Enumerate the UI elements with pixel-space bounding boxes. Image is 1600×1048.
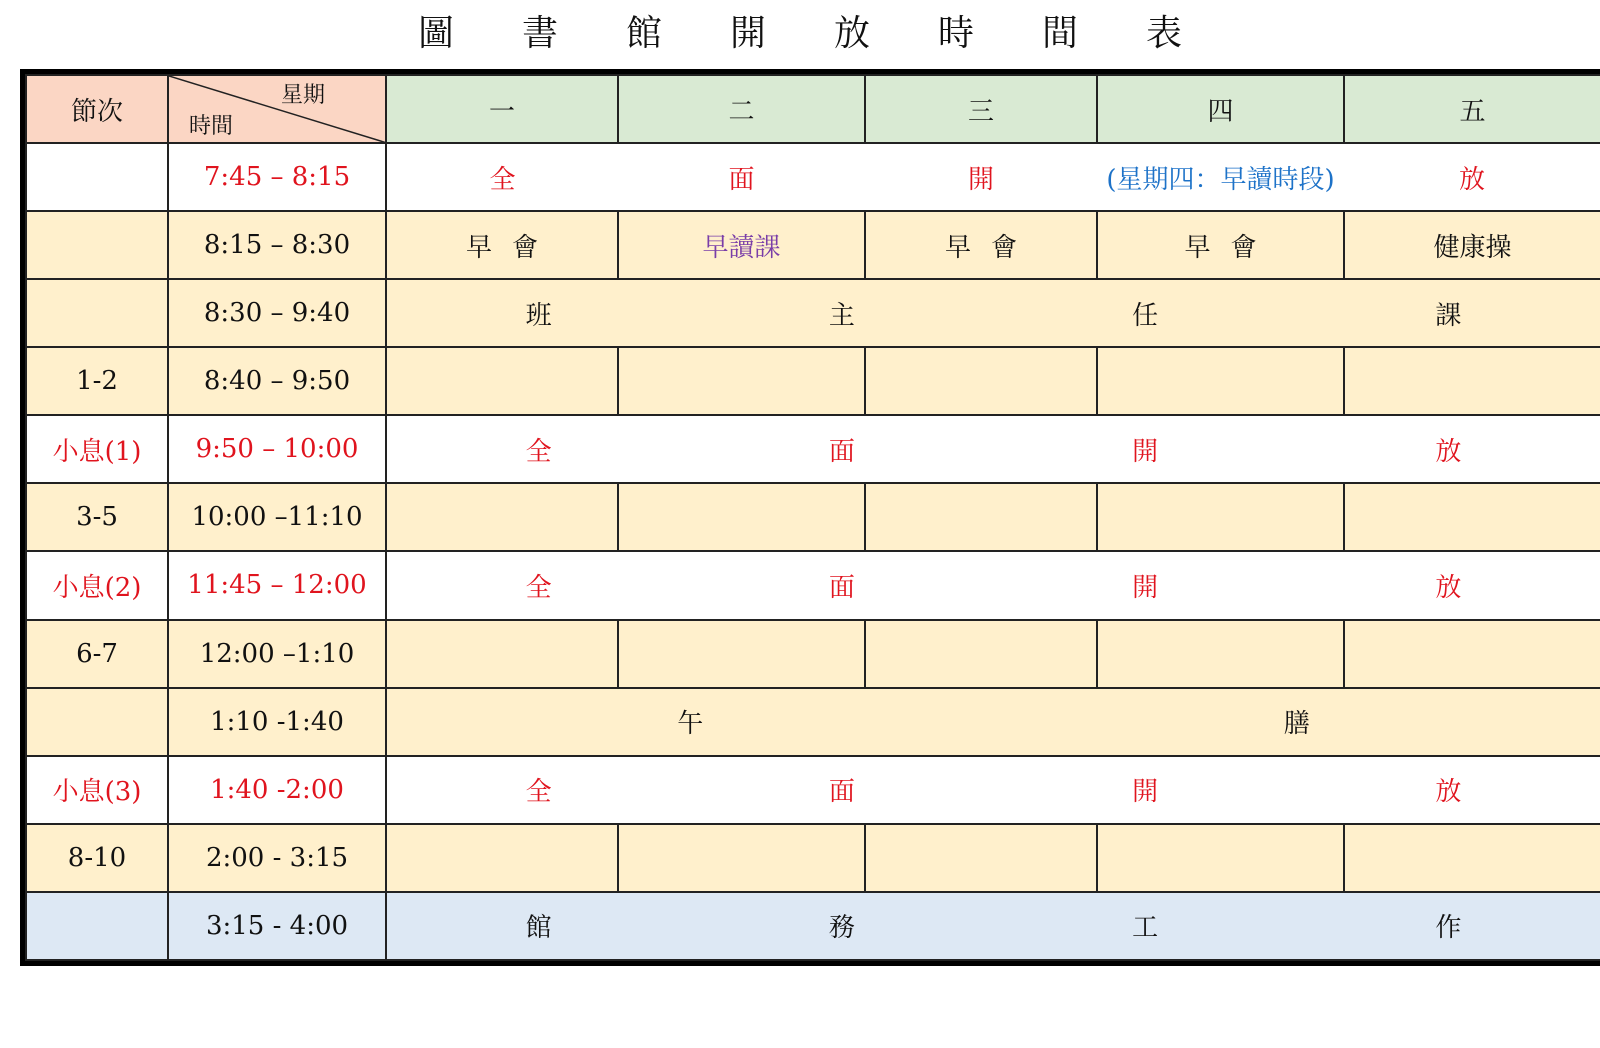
span-cell xyxy=(386,756,1600,824)
header-day-fri: 五 xyxy=(1344,75,1600,143)
cell-char: 全 xyxy=(525,436,552,467)
cell-char: 放 xyxy=(1435,436,1462,467)
header-diagonal-cell xyxy=(168,75,386,143)
header-day-tue: 二 xyxy=(618,75,865,143)
cell-char: 全 xyxy=(525,777,552,808)
period-cell: 6-7 xyxy=(26,620,168,688)
day-cell xyxy=(865,211,1097,279)
cell-char: 開 xyxy=(1132,436,1159,467)
header-period: 節次 xyxy=(26,75,168,143)
cell-char: 開 xyxy=(1132,572,1159,603)
period-cell xyxy=(26,688,168,756)
time-cell: 3:15 - 4:00 xyxy=(168,892,386,960)
cell-char: 任 xyxy=(1132,300,1159,331)
cell-char: 開 xyxy=(1132,777,1159,808)
period-cell: 小息(2) xyxy=(26,551,168,619)
day-cell xyxy=(386,211,618,279)
day-cell xyxy=(1097,620,1344,688)
cell-char: 主 xyxy=(828,300,855,331)
day-cell: 健康操 xyxy=(1344,211,1600,279)
table-row xyxy=(26,143,1600,211)
day-cell: 面 xyxy=(618,143,865,211)
time-cell: 10:00 –11:10 xyxy=(168,483,386,551)
table-row xyxy=(26,756,1600,824)
page-title xyxy=(0,0,1600,60)
period-cell xyxy=(26,211,168,279)
thursday-note: (星期四：早讀時段) xyxy=(1097,143,1344,211)
table-row xyxy=(26,483,1600,551)
title-char: 圖 xyxy=(417,12,454,54)
day-cell xyxy=(1097,483,1344,551)
period-cell: 3-5 xyxy=(26,483,168,551)
title-char: 放 xyxy=(834,12,871,54)
table-row xyxy=(26,892,1600,960)
header-weekday-label: 星期 xyxy=(280,83,325,108)
title-char: 間 xyxy=(1042,12,1079,54)
time-cell: 8:30 – 9:40 xyxy=(168,279,386,347)
cell-char: 早 xyxy=(1184,232,1211,263)
time-cell: 8:40 – 9:50 xyxy=(168,347,386,415)
table-row xyxy=(26,824,1600,892)
day-cell xyxy=(1344,483,1600,551)
span-cell xyxy=(386,551,1600,619)
cell-char: 作 xyxy=(1435,913,1462,944)
cell-char: 膳 xyxy=(1283,709,1310,740)
title-char: 書 xyxy=(521,12,558,54)
schedule-table xyxy=(25,74,1600,961)
day-cell xyxy=(1344,347,1600,415)
day-cell xyxy=(1097,211,1344,279)
cell-char: 會 xyxy=(1230,232,1257,263)
day-cell xyxy=(865,620,1097,688)
cell-char: 午 xyxy=(677,709,704,740)
day-cell: 全 xyxy=(386,143,618,211)
cell-char: 早 xyxy=(465,232,492,263)
day-cell xyxy=(618,620,865,688)
period-cell xyxy=(26,892,168,960)
day-cell xyxy=(865,483,1097,551)
time-cell: 12:00 –1:10 xyxy=(168,620,386,688)
day-cell xyxy=(1097,347,1344,415)
day-cell xyxy=(1097,824,1344,892)
schedule-table-frame xyxy=(20,69,1600,966)
period-cell xyxy=(26,143,168,211)
period-cell: 1-2 xyxy=(26,347,168,415)
span-cell xyxy=(386,892,1600,960)
title-char: 表 xyxy=(1146,12,1183,54)
day-cell xyxy=(618,347,865,415)
cell-char: 課 xyxy=(1435,300,1462,331)
table-row xyxy=(26,211,1600,279)
table-row xyxy=(26,688,1600,756)
day-cell xyxy=(865,824,1097,892)
time-cell: 9:50 – 10:00 xyxy=(168,415,386,483)
cell-char: 工 xyxy=(1132,913,1159,944)
period-cell: 小息(3) xyxy=(26,756,168,824)
span-cell xyxy=(386,415,1600,483)
time-cell: 2:00 - 3:15 xyxy=(168,824,386,892)
header-time-label: 時間 xyxy=(189,114,234,140)
cell-char: 面 xyxy=(828,572,855,603)
header-day-thu: 四 xyxy=(1097,75,1344,143)
span-cell xyxy=(386,279,1600,347)
cell-char: 班 xyxy=(525,300,552,331)
header-row xyxy=(26,75,1600,143)
cell-char: 放 xyxy=(1435,777,1462,808)
table-row xyxy=(26,279,1600,347)
time-cell: 11:45 – 12:00 xyxy=(168,551,386,619)
span-cell xyxy=(386,688,1600,756)
day-cell: 開 xyxy=(865,143,1097,211)
period-cell xyxy=(26,279,168,347)
header-day-mon: 一 xyxy=(386,75,618,143)
period-cell: 8-10 xyxy=(26,824,168,892)
cell-char: 會 xyxy=(512,232,539,263)
day-cell: 放 xyxy=(1344,143,1600,211)
cell-char: 全 xyxy=(525,572,552,603)
title-char: 館 xyxy=(625,12,662,54)
header-day-wed: 三 xyxy=(865,75,1097,143)
time-cell: 7:45 – 8:15 xyxy=(168,143,386,211)
table-row xyxy=(26,551,1600,619)
day-cell xyxy=(618,483,865,551)
day-cell xyxy=(865,347,1097,415)
table-row xyxy=(26,415,1600,483)
day-cell xyxy=(386,824,618,892)
day-cell xyxy=(618,824,865,892)
day-cell: 早讀課 xyxy=(618,211,865,279)
time-cell: 1:10 -1:40 xyxy=(168,688,386,756)
period-cell: 小息(1) xyxy=(26,415,168,483)
title-char: 時 xyxy=(938,12,975,54)
table-row xyxy=(26,620,1600,688)
cell-char: 放 xyxy=(1435,572,1462,603)
table-row xyxy=(26,347,1600,415)
title-char: 開 xyxy=(729,12,766,54)
day-cell xyxy=(1344,620,1600,688)
cell-char: 會 xyxy=(991,232,1018,263)
time-cell: 8:15 – 8:30 xyxy=(168,211,386,279)
cell-char: 早 xyxy=(944,232,971,263)
cell-char: 面 xyxy=(828,436,855,467)
cell-char: 面 xyxy=(828,777,855,808)
day-cell xyxy=(386,347,618,415)
day-cell xyxy=(386,483,618,551)
day-cell xyxy=(1344,824,1600,892)
cell-char: 館 xyxy=(525,913,552,944)
time-cell: 1:40 -2:00 xyxy=(168,756,386,824)
cell-char: 務 xyxy=(828,913,855,944)
day-cell xyxy=(386,620,618,688)
